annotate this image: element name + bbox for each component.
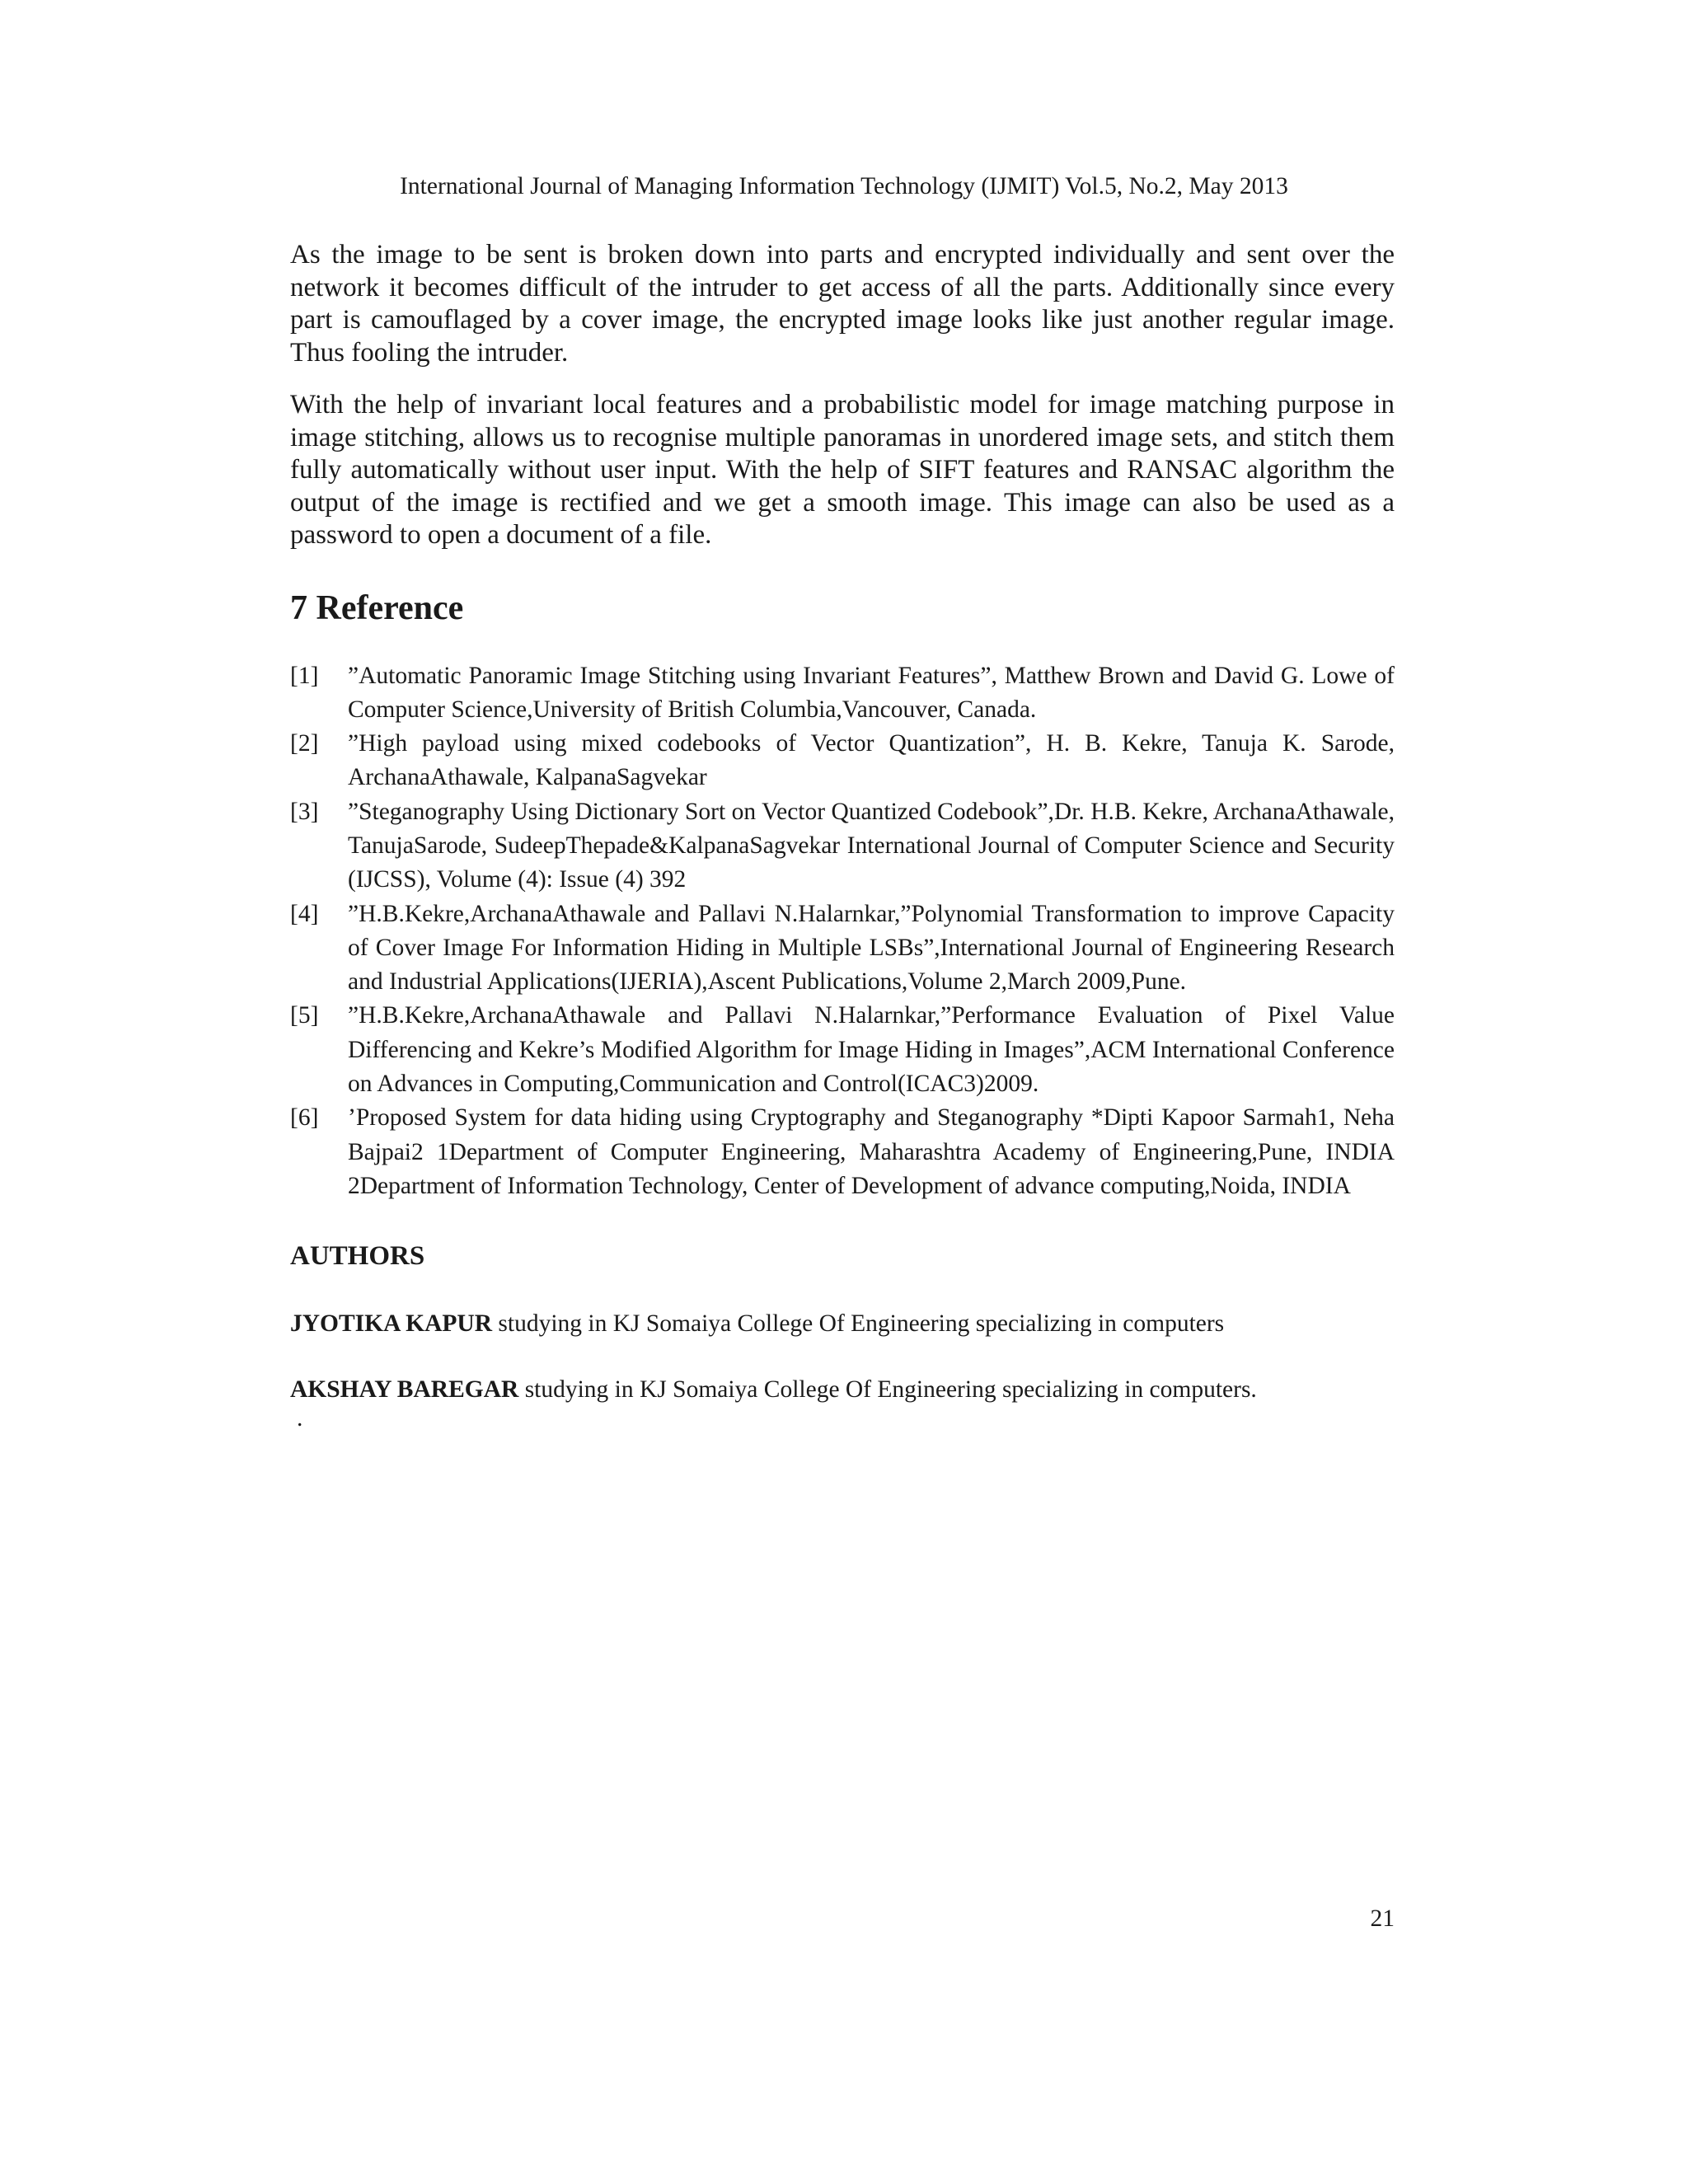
author-entry (290, 1373, 1395, 1406)
running-header: International Journal of Managing Information Technology (IJMIT) Vol.5, No.2, May 2013 (400, 173, 1288, 199)
page-content (290, 239, 1395, 1431)
author-entry (290, 1307, 1395, 1340)
reference-number: [6] (290, 1104, 319, 1132)
body-paragraph: As the image to be sent is broken down into parts and encrypted individually and sent over the network it becomes difficult of the intruder to get access of all the parts. Additionally since every part is camouflaged by a cover image, the encrypted image looks like just another regular image. Thus fooling the intruder. (290, 240, 1395, 368)
reference-text: ”H.B.Kekre,ArchanaAthawale and Pallavi N.Halarnkar,”Performance Evaluation of Pixel Value Differencing and Kekre’s Modified Algorithm for Image Hiding in Images”,ACM International Conference on Advances in Computing,Communication and Control(ICAC3)2009. (348, 1002, 1395, 1098)
reference-number: [1] (290, 662, 319, 689)
reference-list (290, 659, 1395, 1204)
reference-number: [4] (290, 900, 319, 927)
body-paragraph: With the help of invariant local features and a probabilistic model for image matching purpose in image stitching, allows us to recognise multiple panoramas in unordered image sets, and stitch them fully automatically without user input. With the help of SIFT features and RANSAC algorithm the output of the image is rectified and we get a smooth image. This image can also be used as a password to open a document of a file. (290, 390, 1395, 550)
reference-text: ’Proposed System for data hiding using Cryptography and Steganography *Dipti Kapoor Sarmah1, Neha Bajpai2 1Department of Computer Engineering, Maharashtra Academy of Engineering,Pune, INDIA 2Department of Information Technology, Center of Development of advance computing,Noida, INDIA (348, 1104, 1395, 1199)
reference-text: ”Automatic Panoramic Image Stitching using Invariant Features”, Matthew Brown and David G. Lowe of Computer Science,University of British Columbia,Vancouver, Canada. (348, 662, 1395, 723)
author-description: studying in KJ Somaiya College Of Engineering specializing in computers. (518, 1376, 1257, 1404)
section-heading-reference: 7 Reference (290, 588, 464, 627)
page-number: 21 (1370, 1905, 1395, 1932)
reference-text: ”H.B.Kekre,ArchanaAthawale and Pallavi N.Halarnkar,”Polynomial Transformation to improve Capacity of Cover Image For Information Hiding in Multiple LSBs”,International Journal of Engineering Research and Industrial Applications(IJERIA),Ascent Publications,Volume 2,March 2009,Pune. (348, 900, 1395, 996)
reference-item (290, 727, 1395, 795)
reference-item (290, 659, 1395, 728)
reference-text: ”High payload using mixed codebooks of Vector Quantization”, H. B. Kekre, Tanuja K. Sarode, ArchanaAthawale, KalpanaSagvekar (348, 730, 1395, 791)
authors-heading: AUTHORS (290, 1241, 425, 1272)
author-description: studying in KJ Somaiya College Of Engineering specializing in computers (492, 1310, 1225, 1338)
reference-text: ”Steganography Using Dictionary Sort on Vector Quantized Codebook”,Dr. H.B. Kekre, ArchanaAthawale, TanujaSarode, SudeepThepade&KalpanaSagvekar International Journal of Computer Science and Security (IJCSS), Volume (4): Issue (4) 392 (348, 798, 1395, 893)
reference-item (290, 898, 1395, 1000)
reference-number: [3] (290, 798, 319, 825)
reference-item (290, 1101, 1395, 1203)
reference-item (290, 795, 1395, 898)
trailing-mark: . (297, 1405, 303, 1432)
reference-item (290, 999, 1395, 1101)
reference-number: [5] (290, 1002, 319, 1029)
author-name: AKSHAY BAREGAR (290, 1376, 519, 1404)
reference-number: [2] (290, 730, 319, 757)
author-name: JYOTIKA KAPUR (290, 1310, 493, 1338)
